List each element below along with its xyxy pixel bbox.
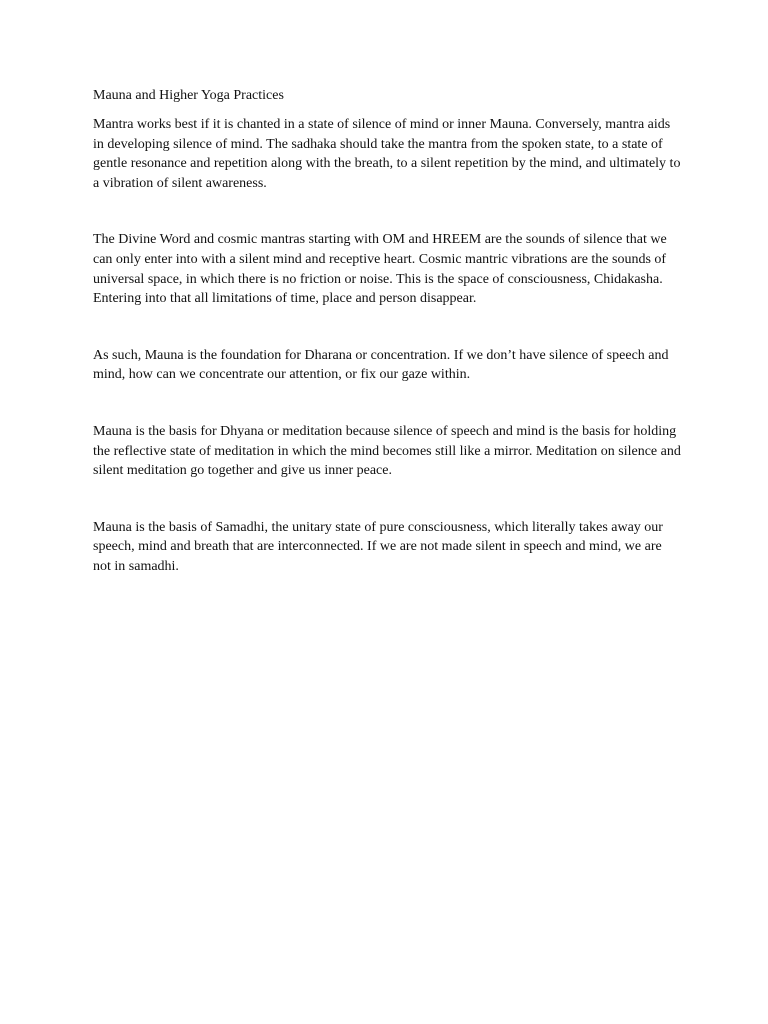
paragraph-samadhi: Mauna is the basis of Samadhi, the unitary state of pure consciousness, which literally takes away our speech, mind and breath that are interconnected. If we are not made silent in speech and mind, we are not in samadhi. [93, 519, 663, 574]
paragraph-dharana: As such, Mauna is the foundation for Dharana or concentration. If we don’t have silence of speech and mind, how can we concentrate our attention, or fix our gaze within. [93, 347, 669, 383]
paragraph-dhyana: Mauna is the basis for Dhyana or meditation because silence of speech and mind is the basis for holding the reflective state of meditation in which the mind becomes still like a mirror. Meditation on silence and silent meditation go together and give us inner peace. [93, 423, 681, 479]
paragraph-divine-word: The Divine Word and cosmic mantras starting with OM and HREEM are the sounds of silence that we can only enter into with a silent mind and receptive heart. Cosmic mantric vibrations are the sounds of universal space, in which there is no friction or noise. This is the space of consciousness, Chidakasha. Entering into that all limitations of time, place and person disappear. [93, 232, 667, 307]
document-title: Mauna and Higher Yoga Practices [93, 88, 284, 103]
paragraph-mantra: Mantra works best if it is chanted in a state of silence of mind or inner Mauna. Conversely, mantra aids in developing silence of mind. The sadhaka should take the mantra from the spoken state, to a state of gentle resonance and repetition along with the breath, to a silent repetition by the mind, and ultimately to a vibration of silent awareness. [93, 117, 681, 191]
document-page [93, 86, 683, 577]
